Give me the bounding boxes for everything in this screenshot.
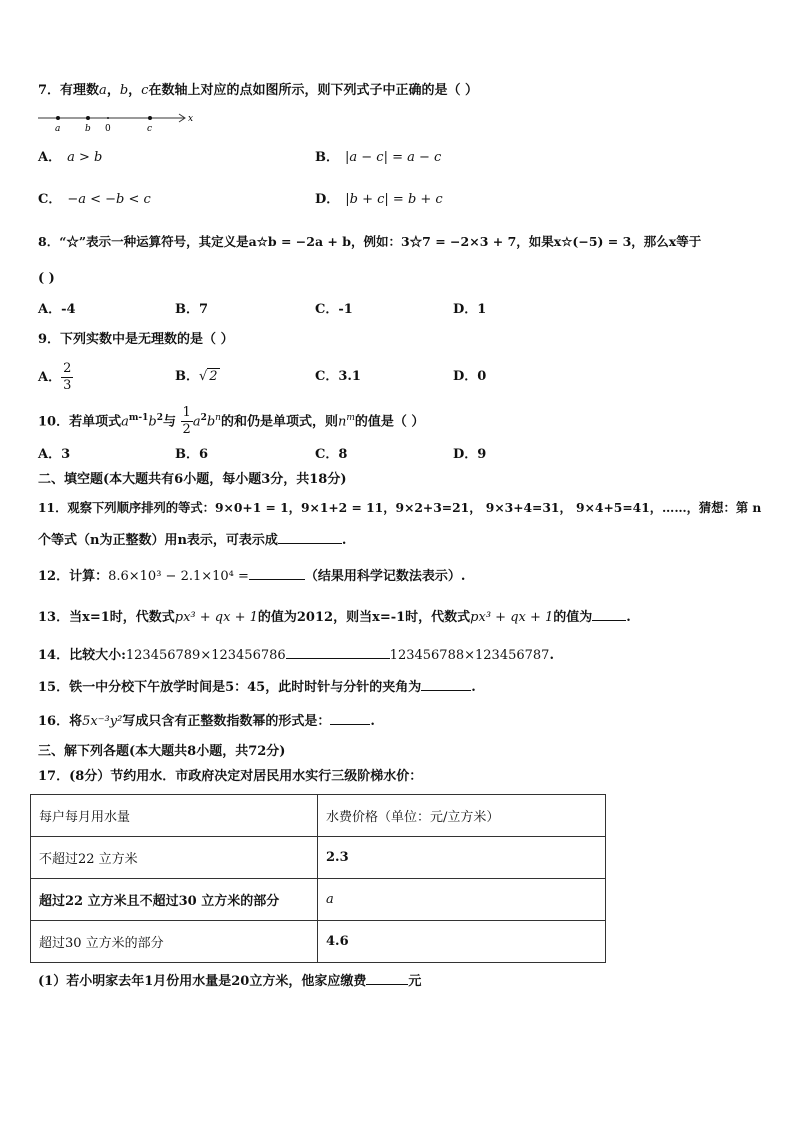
q10-option-c: C．8 [315,447,348,462]
axis-label-a: a [55,124,61,134]
q11-line2: 个等式（n为正整数）用n表示，可表示成 . [38,529,346,551]
table-cell: 超过30 立方米的部分 [31,921,318,963]
table-cell: 2.3 [318,837,606,879]
point-b [86,116,90,120]
q11-answer-blank[interactable] [278,529,342,544]
q17-sub1: (1）若小明家去年1月份用水量是20立方米，他家应缴费 元 [38,970,421,992]
q17-answer-blank[interactable] [366,970,408,985]
table-header-row [31,795,606,837]
q7-option-c: C． −a < −b < c [38,192,151,207]
fraction-one-half: $\frac{1}{2}$ [182,405,191,438]
axis-label-zero: 0 [105,124,111,134]
fraction-two-thirds: $\frac{2}{3}$ [63,361,72,393]
water-price-table [30,794,606,963]
table-cell: 超过22 立方米且不超过30 立方米的部分 [31,879,318,921]
q9-option-a: A． $\frac{2}{3}$ [38,361,72,393]
q15-answer-blank[interactable] [421,676,471,691]
number-line [38,109,198,135]
q16-answer-blank[interactable] [330,710,370,725]
q10-stem: 10．若单项式$a^{m-1}b^2$与 $\frac{1}{2}$ $a^2b^n$的和仍是单项式，则$n^m$的值是（ ） [38,405,425,438]
table-header-cell: 每户每月用水量 [31,795,318,837]
q12: 12．计算：8.6×10³ − 2.1×10⁴ = （结果用科学记数法表示）. [38,565,465,587]
sqrt-icon: √ 2 [199,369,218,384]
table-cell: a [318,879,606,921]
axis-label-c: c [147,124,153,134]
q7-stem: 7．有理数a，b，c在数轴上对应的点如图所示，则下列式子中正确的是（ ） [38,83,478,98]
q10-option-d: D．9 [453,447,487,462]
table-row [31,879,606,921]
axis-label-x: x [188,114,194,124]
q7-option-b: B． |a − c| = a − c [315,150,442,165]
q9-option-c: C．3.1 [315,369,361,384]
point-c [148,116,152,120]
q8-option-c: C．-1 [315,302,353,317]
q8-option-d: D．1 [453,302,487,317]
q15: 15．铁一中分校下午放学时间是5：45，此时时针与分针的夹角为 . [38,676,476,698]
table-cell: 不超过22 立方米 [31,837,318,879]
q16: 16．将5x⁻³y²写成只含有正整数指数幂的形式是： . [38,710,375,732]
q8-stem: 8．“☆”表示一种运算符号，其定义是a☆b = −2a + b，例如：3☆7 = −2×3 + 7，如果x☆(−5) = 3，那么x等于 [38,234,702,249]
q14: 14．比较大小:123456789×123456786 123456788×123456787. [38,644,554,666]
q14-answer-blank[interactable] [286,644,390,659]
table-row [31,837,606,879]
q7-option-a: A． a > b [38,150,103,165]
q10-option-a: A．3 [38,447,71,462]
table-header-cell: 水费价格（单位：元/立方米） [318,795,606,837]
q12-answer-blank[interactable] [249,565,305,580]
q17-stem: 17．(8分）节约用水．市政府决定对居民用水实行三级阶梯水价： [38,769,423,784]
q8-paren: ( ) [38,271,55,286]
q7-option-d: D． |b + c| = b + c [315,192,443,207]
table-row [31,921,606,963]
point-zero [107,117,109,119]
q9-option-d: D．0 [453,369,487,384]
q8-option-a: A．-4 [38,302,76,317]
point-a [56,116,60,120]
section3-heading: 三、解下列各题(本大题共8小题，共72分) [38,744,286,759]
q8-option-b: B．7 [175,302,209,317]
axis-label-b: b [85,124,91,134]
section2-heading: 二、填空题(本大题共有6小题，每小题3分，共18分) [38,472,347,487]
q9-option-b: B．√ 2 [175,369,218,384]
q9-stem: 9．下列实数中是无理数的是（ ） [38,332,234,347]
q13-answer-blank[interactable] [592,606,626,621]
q11-line1: 11．观察下列顺序排列的等式：9×0+1 = 1，9×1+2 = 11，9×2+3=21， 9×3+4=31， 9×4+5=41，……，猜想：第 n [38,500,762,515]
table-cell: 4.6 [318,921,606,963]
q13: 13．当x=1时，代数式px³ + qx + 1的值为2012，则当x=-1时，代数式px³ + qx + 1的值为 . [38,606,631,628]
q10-option-b: B．6 [175,447,209,462]
